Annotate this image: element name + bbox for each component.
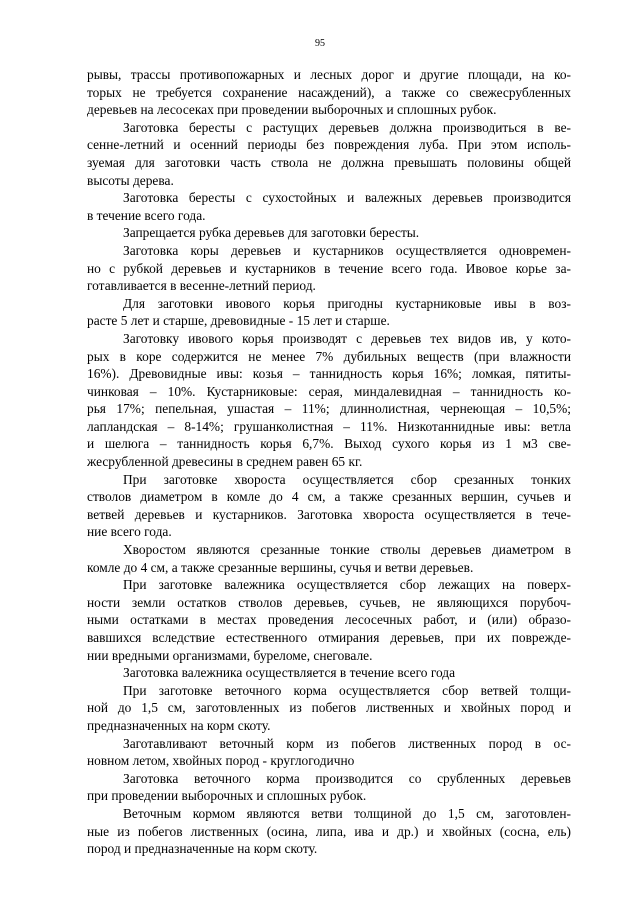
text-line: Заготовка бересты с сухостойных и валежных деревьев производится <box>123 190 571 206</box>
text-line: Запрещается рубка деревьев для заготовки бересты. <box>123 225 420 241</box>
paragraph <box>87 330 571 471</box>
text-line: расте 5 лет и старше, древовидные - 15 лет и старше. <box>87 313 390 329</box>
text-line: сенне-летний и осенний периоды без повреждения луба. При этом исполь- <box>87 137 571 153</box>
text-line: Заготовка коры деревьев и кустарников осуществляется одновремен- <box>123 242 571 258</box>
text-line: ности земли остатков стволов деревьев, сучьев, не являющихся порубоч- <box>87 594 571 610</box>
page-number: 95 <box>315 38 325 49</box>
text-line: ной до 1,5 см, заготовленных из побегов лиственных и хвойных пород и <box>87 700 571 716</box>
paragraph <box>87 119 571 189</box>
paragraph <box>87 576 571 664</box>
text-line: и шелюга – таннидность корья 6,7%. Выход сухого корья из 1 м3 све- <box>87 436 571 452</box>
text-line: При заготовке валежника осуществляется сбор лежащих на поверх- <box>123 577 571 593</box>
text-line: высоты дерева. <box>87 172 174 188</box>
paragraph <box>87 682 571 735</box>
text-line: вавшихся вследствие естественного отмирания деревьев, при их поврежде- <box>87 630 571 645</box>
paragraph <box>87 770 571 805</box>
text-line: ветвей деревьев и кустарников. Заготовка хвороста осуществляется в тече- <box>87 506 571 522</box>
text-line: 16%). Древовидные ивы: козья – таннидность корья 16%; ломкая, пятиты- <box>87 366 571 382</box>
text-line: Хворостом являются срезанные тонкие стволы деревьев диаметром в <box>123 542 571 558</box>
paragraph <box>87 664 571 682</box>
text-line: ными остатками в местах проведения лесосечных работ, и (или) образо- <box>87 612 571 628</box>
text-line: комле до 4 см, а также срезанные вершины, сучья и ветви деревьев. <box>87 559 474 575</box>
text-line: предназначенных на корм скоту. <box>87 717 271 733</box>
paragraph <box>87 805 571 858</box>
text-line: Заготовка бересты с растущих деревьев должна производиться в ве- <box>123 119 571 135</box>
text-line: Заготовка веточного корма производится со срубленных деревьев <box>123 770 571 786</box>
paragraph <box>87 189 571 224</box>
text-line: Веточным кормом являются ветви толщиной до 1,5 см, заготовлен- <box>123 805 571 821</box>
text-line: зуемая для заготовки часть ствола не должна превышать половины общей <box>87 154 571 170</box>
text-line: лапландская – 8-14%; грушанколистная – 11%. Низкотаннидные ивы: ветла <box>87 418 571 434</box>
text-line: рья 17%; пепельная, ушастая – 11%; длиннолистная, чернеющая – 10,5%; <box>87 401 571 417</box>
paragraph <box>87 295 571 330</box>
body-text <box>87 66 571 858</box>
paragraph <box>87 471 571 541</box>
text-line: Для заготовки ивового корья пригодны кустарниковые ивы в воз- <box>123 295 571 311</box>
text-line: торых не требуется сохранение насаждений), а также со свежесрубленных <box>87 84 571 100</box>
paragraph <box>87 242 571 295</box>
paragraph <box>87 735 571 770</box>
text-line: деревьев на лесосеках при проведении выборочных и сплошных рубок. <box>87 102 497 118</box>
text-line: Заготовку ивового корья производят с деревьев тех видов ив, у кото- <box>123 330 571 346</box>
text-line: ние всего года. <box>87 524 172 540</box>
text-line: чинковая – 10%. Кустарниковые: серая, миндалевидная – таннидность ко- <box>87 383 571 399</box>
text-line: готавливается в весенне-летний период. <box>87 278 316 294</box>
text-line: новном летом, хвойных пород - круглогодично <box>87 753 355 769</box>
text-line: нии вредными организмами, буреломе, снеговале. <box>87 647 373 663</box>
paragraph <box>87 66 571 119</box>
text-line: ные из побегов лиственных (осина, липа, ива и др.) и хвойных (сосна, ель) <box>87 823 571 839</box>
text-line: жесрубленной древесины в среднем равен 65 кг. <box>87 454 363 470</box>
paragraph <box>87 224 571 242</box>
text-line: При заготовке веточного корма осуществляется сбор ветвей толщи- <box>123 682 571 698</box>
paragraph <box>87 541 571 576</box>
text-line: При заготовке хвороста осуществляется сбор срезанных тонких <box>123 471 571 487</box>
text-line: рых в коре содержится не менее 7% дубильных веществ (при влажности <box>87 348 571 364</box>
text-line: пород и предназначенные на корм скоту. <box>87 841 318 857</box>
text-line: в течение всего года. <box>87 207 206 223</box>
text-line: при проведении выборочных и сплошных рубок. <box>87 788 367 804</box>
text-line: но с рубкой деревьев и кустарников в течение всего года. Ивовое корье за- <box>87 260 571 276</box>
text-line: стволов диаметром в комле до 4 см, а также срезанных вершин, сучьев и <box>87 489 571 505</box>
text-line: Заготавливают веточный корм из побегов лиственных пород в ос- <box>123 735 571 751</box>
text-line: Заготовка валежника осуществляется в течение всего года <box>123 665 456 681</box>
text-line: рывы, трассы противопожарных и лесных дорог и другие площади, на ко- <box>87 67 571 82</box>
